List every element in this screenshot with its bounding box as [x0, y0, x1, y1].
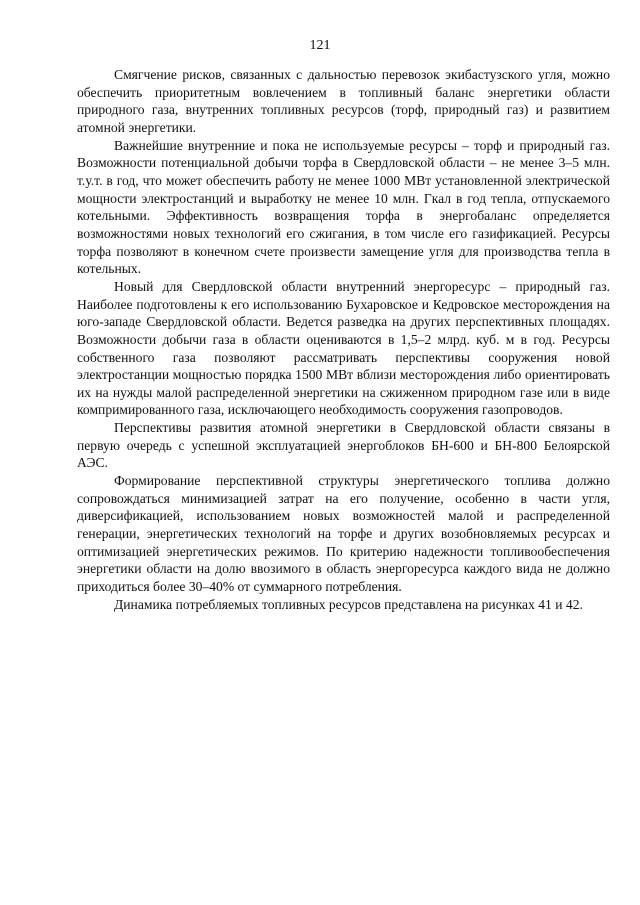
paragraph-figure-reference: Динамика потребляемых топливных ресурсов представлена на рисунках 41 и 42.: [114, 596, 583, 612]
page-number: 121: [309, 38, 331, 53]
paragraph-nuclear-energy: Перспективы развития атомной энергетики в Свердловской области связаны в первую очередь с успешной эксплуатацией энергоблоков БН-600 и БН-800 Белоярской АЭС.: [77, 420, 610, 471]
paragraph-gas-and-risk-mitigation: Смягчение рисков, связанных с дальностью перевозок экибастузского угля, можно обеспечить приоритетным вовлечением в топливный баланс энергетики области природного газа, внутренних топливных ресурсов (торф, природный газ) и развитием атомной энергетики.: [77, 67, 610, 135]
paragraph-peat-resources: Важнейшие внутренние и пока не используемые ресурсы – торф и природный газ. Возможности потенциальной добычи торфа в Свердловской области – не менее 3–5 млн. т.у.т. в год, что может обеспечить работу не менее 1000 МВт установленной электрической мощности электростанций и выработку не менее 10 млн. Гкал в год тепла, отпускаемого котельными. Эффективность возвращения торфа в энергобаланс определяется возможностями новых технологий его сжигания, в том числе его газификацией. Ресурсы торфа позволяют в конечном счете произвести замещение угля для производства тепла в котельных.: [77, 137, 610, 277]
body-text: [77, 66, 610, 613]
paragraph-fuel-structure: Формирование перспективной структуры энергетического топлива должно сопровождаться минимизацией затрат на его получение, особенно в части угля, диверсификацией, использованием новых возможностей малой и распределенной генерации, энергетических технологий на торфе и других возобновляемых ресурсах и оптимизацией энергетических режимов. По критерию надежности топливообеспечения энергетики области на долю ввозимого в область энергоресурса каждого вида не должно приходиться более 30–40% от суммарного потребления.: [77, 473, 610, 595]
paragraph-natural-gas: Новый для Свердловской области внутренний энергоресурс – природный газ. Наиболее подготовлены к его использованию Бухаровское и Кедровское месторождения на юго-западе Свердловской области. Ведется разведка на других перспективных площадях. Возможности добычи газа в области оцениваются в 1,5–2 млрд. куб. м в год. Ресурсы собственного газа позволяют рассматривать перспективы сооружения новой электростанции мощностью порядка 1500 МВт вблизи месторождения либо ориентировать их на нужды малой распределенной энергетики на сжиженном природном газе или в виде компримированного газа, исключающего необходимость сооружения газопроводов.: [77, 278, 610, 418]
